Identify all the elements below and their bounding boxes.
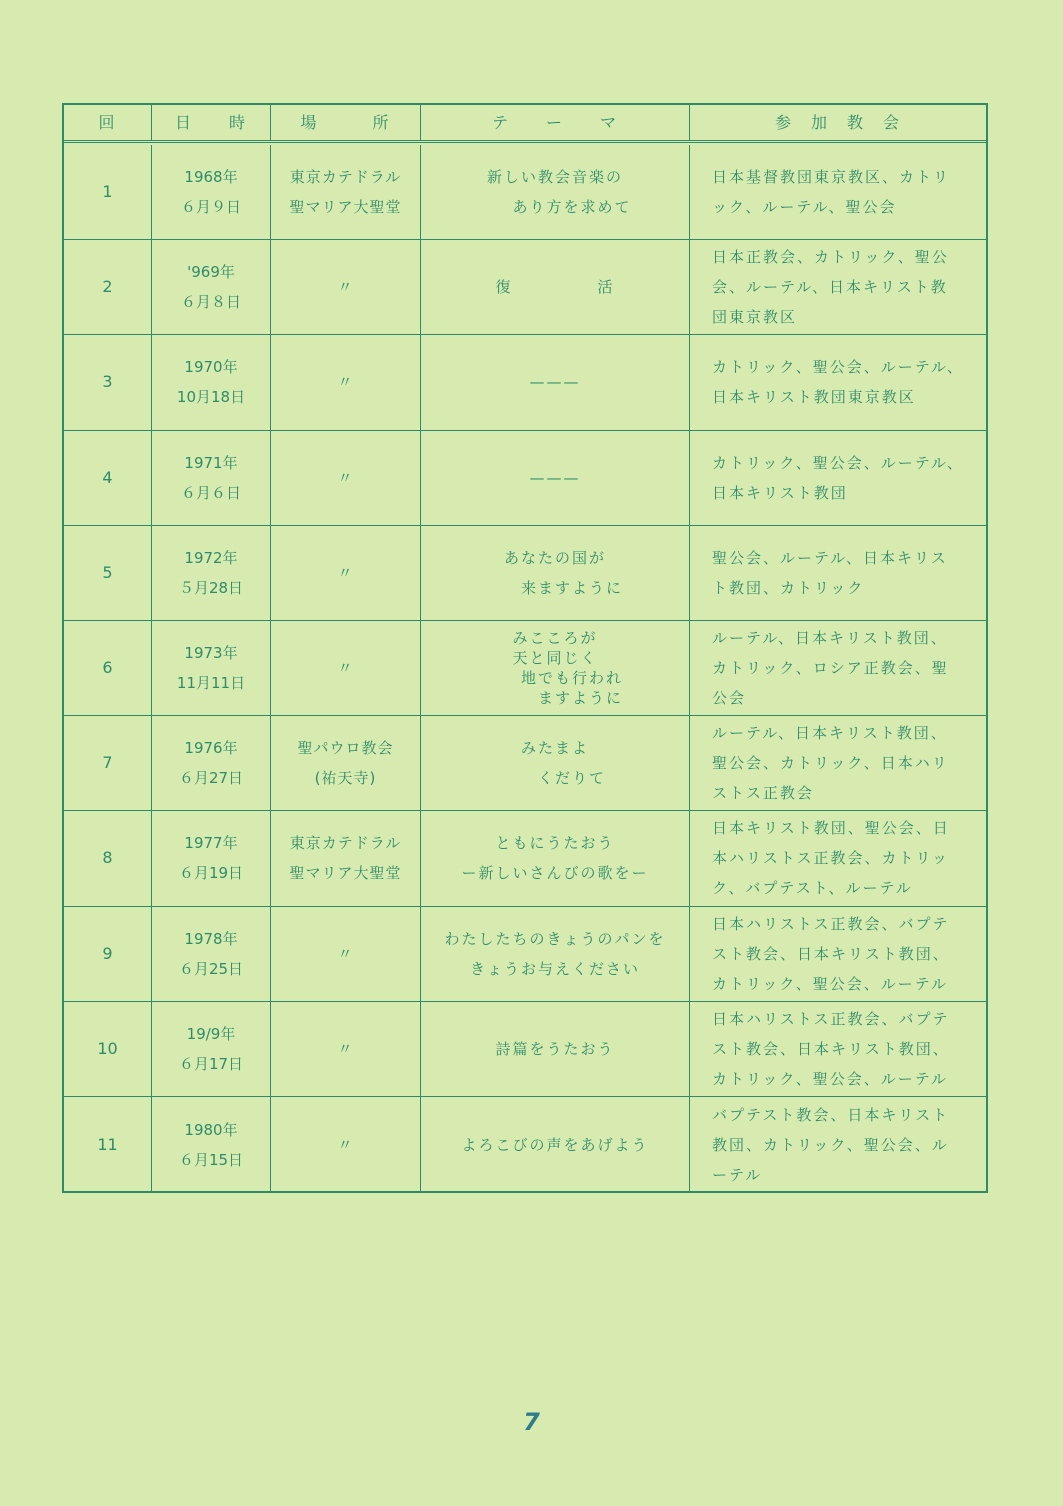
round-cell: 1: [64, 145, 152, 239]
theme-line: わたしたちのきょうのパンを: [444, 929, 666, 948]
date-line: 1972年: [184, 548, 238, 567]
participants-text: 日本基督教団東京教区、カトリ ック、ルーテル、聖公会: [712, 168, 951, 217]
theme-cell: [421, 621, 690, 715]
venue-line: 〃: [337, 468, 354, 487]
theme-line: 来ますように: [486, 578, 623, 597]
venue-cell: [271, 621, 421, 715]
theme-line: 復 活: [495, 278, 615, 297]
venue-cell: [271, 1002, 421, 1096]
participants-cell: [690, 335, 986, 429]
venue-cell: [271, 335, 421, 429]
date-line: ６月17日: [178, 1054, 244, 1073]
participants-text: カトリック、聖公会、ルーテル、 日本キリスト教団東京教区: [712, 358, 964, 407]
venue-line: 〃: [337, 1039, 354, 1058]
round-cell: 8: [64, 811, 152, 905]
venue-line: 聖パウロ教会: [297, 739, 394, 758]
participants-cell: [690, 1097, 986, 1192]
date-line: ６月15日: [178, 1150, 244, 1169]
theme-line: ———: [529, 468, 581, 487]
round-cell: 2: [64, 240, 152, 334]
date-line: 1971年: [184, 453, 238, 472]
header-round: 回: [64, 105, 152, 140]
theme-line: 新しい教会音楽の: [486, 168, 623, 187]
venue-cell: [271, 811, 421, 905]
theme-cell: [421, 145, 690, 239]
round-cell: 6: [64, 621, 152, 715]
date-cell: [152, 716, 271, 810]
date-line: 1978年: [184, 929, 238, 948]
date-cell: [152, 335, 271, 429]
date-line: 19/9年: [186, 1024, 236, 1043]
venue-cell: [271, 145, 421, 239]
theme-cell: [421, 335, 690, 429]
header-venue: 場 所: [271, 105, 421, 140]
date-line: 10月18日: [176, 388, 246, 407]
date-cell: [152, 811, 271, 905]
date-line: ５月28日: [178, 578, 244, 597]
theme-line: あなたの国が: [503, 548, 606, 567]
venue-cell: [271, 907, 421, 1001]
table-row: [64, 145, 986, 240]
table-row: [64, 907, 986, 1002]
participants-text: 日本ハリストス正教会、バプテ スト教会、日本キリスト教団、 カトリック、聖公会、ルーテル: [712, 914, 950, 993]
venue-cell: [271, 240, 421, 334]
venue-line: 聖マリア大聖堂: [289, 198, 402, 217]
table-row: [64, 621, 986, 716]
round-cell: 4: [64, 431, 152, 525]
header-participants: 参 加 教 会: [774, 112, 901, 132]
date-line: 1977年: [184, 834, 238, 853]
date-line: 11月11日: [176, 674, 246, 693]
participants-cell: [690, 240, 986, 334]
date-cell: [152, 526, 271, 620]
participants-cell: [690, 716, 986, 810]
theme-cell: [421, 431, 690, 525]
theme-line: 詩篇をうたおう: [495, 1039, 615, 1058]
date-cell: [152, 621, 271, 715]
church-music-history-table: [62, 103, 988, 1193]
participants-cell: [690, 1002, 986, 1096]
theme-cell: [421, 240, 690, 334]
venue-cell: [271, 526, 421, 620]
date-line: ６月19日: [178, 864, 244, 883]
round-cell: 11: [64, 1097, 152, 1192]
date-line: ６月27日: [178, 769, 244, 788]
venue-line: 〃: [337, 1135, 354, 1154]
participants-cell: [690, 621, 986, 715]
date-line: '969年: [187, 263, 235, 282]
table-row: [64, 716, 986, 811]
venue-line: 〃: [337, 944, 354, 963]
theme-line: ———: [529, 373, 581, 392]
participants-text: バプテスト教会、日本キリスト 教団、カトリック、聖公会、ル ーテル: [712, 1105, 950, 1184]
theme-line: ますように: [486, 689, 623, 708]
theme-cell: [421, 1002, 690, 1096]
venue-line: 東京カテドラル: [289, 834, 402, 853]
table-row: [64, 240, 986, 335]
participants-text: ルーテル、日本キリスト教団、 カトリック、ロシア正教会、聖 公会: [712, 629, 949, 708]
theme-cell: [421, 716, 690, 810]
participants-cell: [690, 811, 986, 905]
theme-cell: [421, 907, 690, 1001]
page-number: 7: [523, 1408, 540, 1436]
venue-line: 〃: [337, 659, 354, 678]
date-cell: [152, 1002, 271, 1096]
participants-text: 聖公会、ルーテル、日本キリス ト教団、カトリック: [712, 548, 948, 597]
date-line: 1976年: [184, 739, 238, 758]
venue-cell: [271, 1097, 421, 1192]
round-cell: 3: [64, 335, 152, 429]
date-cell: [152, 907, 271, 1001]
participants-text: 日本ハリストス正教会、バプテ スト教会、日本キリスト教団、 カトリック、聖公会、ルーテル: [712, 1009, 950, 1088]
table-row: [64, 335, 986, 430]
table-row: [64, 811, 986, 906]
participants-cell: [690, 431, 986, 525]
theme-line: くだりて: [503, 769, 606, 788]
date-line: 1970年: [184, 358, 238, 377]
round-cell: 9: [64, 907, 152, 1001]
table-row: [64, 526, 986, 621]
participants-cell: [690, 907, 986, 1001]
date-line: 1980年: [184, 1120, 238, 1139]
theme-line: 天と同じく: [512, 649, 598, 668]
theme-line: きょうお与えください: [469, 959, 640, 978]
header-date: 日 時: [152, 105, 271, 140]
theme-line: ー新しいさんびの歌をー: [461, 864, 649, 883]
theme-line: みこころが: [512, 629, 598, 648]
date-cell: [152, 240, 271, 334]
round-cell: 5: [64, 526, 152, 620]
venue-line: 〃: [337, 563, 354, 582]
theme-line: ともにうたおう: [495, 834, 615, 853]
date-line: ６月25日: [178, 959, 244, 978]
venue-line: (祐天寺): [314, 769, 377, 788]
theme-line: あり方を求めて: [478, 198, 632, 217]
theme-cell: [421, 811, 690, 905]
table-row: [64, 431, 986, 526]
venue-cell: [271, 716, 421, 810]
theme-cell: [421, 526, 690, 620]
table-row: [64, 1002, 986, 1097]
participants-cell: [690, 145, 986, 239]
participants-text: 日本正教会、カトリック、聖公 会、ルーテル、日本キリスト教 団東京教区: [712, 248, 949, 327]
venue-cell: [271, 431, 421, 525]
round-cell: 10: [64, 1002, 152, 1096]
theme-line: よろこびの声をあげよう: [461, 1135, 649, 1154]
venue-line: 〃: [337, 278, 354, 297]
theme-cell: [421, 1097, 690, 1192]
venue-line: 〃: [337, 373, 354, 392]
date-line: 1973年: [184, 644, 238, 663]
participants-text: 日本キリスト教団、聖公会、日 本ハリストス正教会、カトリッ ク、バプテスト、ルーテル: [712, 819, 950, 898]
date-cell: [152, 431, 271, 525]
participants-text: ルーテル、日本キリスト教団、 聖公会、カトリック、日本ハリ ストス正教会: [712, 724, 949, 803]
date-cell: [152, 145, 271, 239]
venue-line: 東京カテドラル: [289, 168, 402, 187]
date-line: ６月８日: [180, 293, 241, 312]
date-line: ６月９日: [180, 198, 241, 217]
theme-line: みたまよ: [520, 739, 589, 758]
round-cell: 7: [64, 716, 152, 810]
participants-cell: [690, 526, 986, 620]
table-row: [64, 1097, 986, 1192]
theme-line: 地でも行われ: [486, 669, 623, 688]
header-theme: テ ー マ: [421, 105, 690, 140]
date-line: 1968年: [184, 168, 238, 187]
date-cell: [152, 1097, 271, 1192]
date-line: ６月６日: [180, 483, 241, 502]
venue-line: 聖マリア大聖堂: [289, 864, 402, 883]
participants-text: カトリック、聖公会、ルーテル、 日本キリスト教団: [712, 453, 964, 502]
table-header-row: [64, 105, 986, 143]
